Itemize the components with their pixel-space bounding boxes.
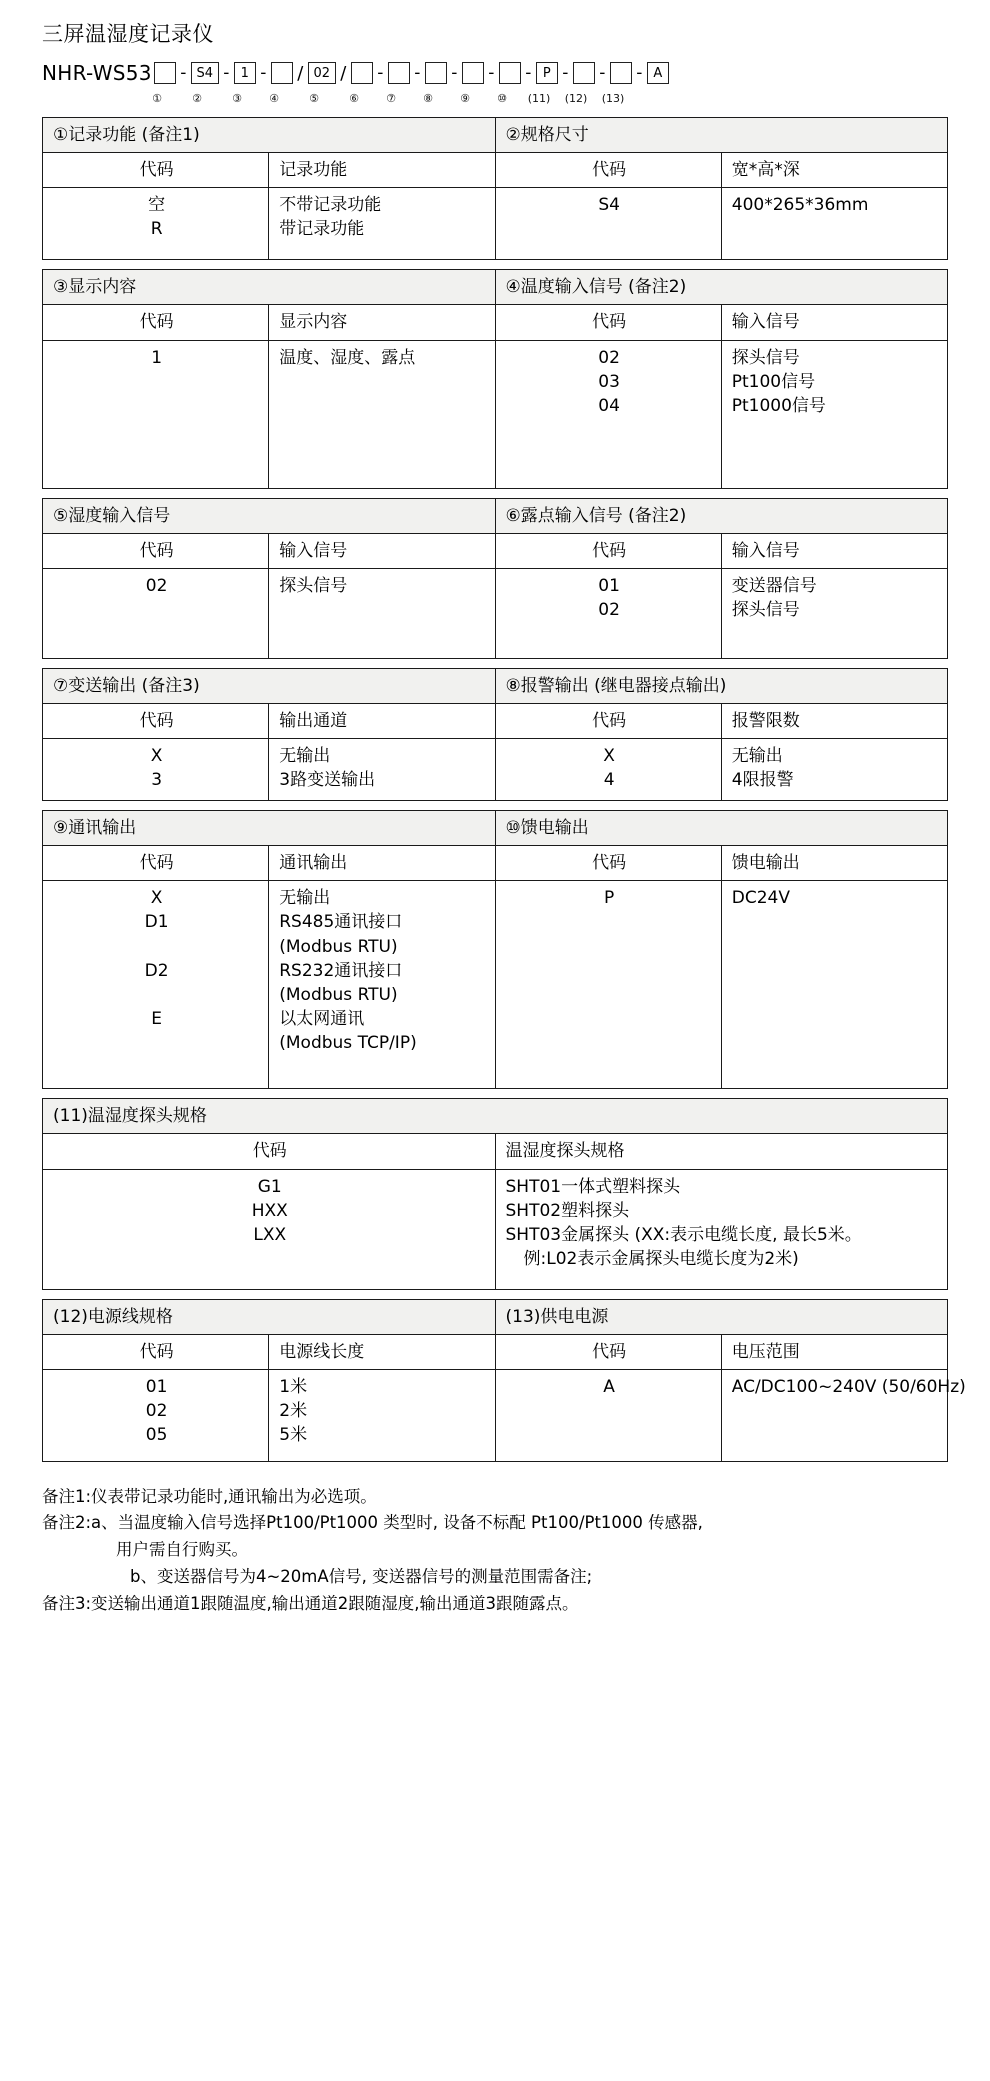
block-5 (42, 810, 948, 1089)
code-cell: 03 (598, 371, 620, 392)
block-5-left-value-header: 通讯输出 (269, 846, 495, 881)
model-index-row (42, 88, 990, 108)
value-cell: 以太网通讯 (279, 1008, 365, 1029)
code-cell: D1 (144, 912, 169, 933)
code-cell: G1 (257, 1176, 282, 1197)
note-line: 备注2:a、当温度输入信号选择Pt100/Pt1000 类型时, 设备不标配 Pt100/Pt1000 传感器, (42, 1513, 703, 1533)
code-cell: 01 (145, 1376, 168, 1397)
code-cell: X (603, 746, 615, 766)
notes-section (42, 1484, 948, 1618)
value-cell: SHT01一体式塑料探头 (505, 1176, 681, 1197)
value-cell-sub: (Modbus RTU) (279, 984, 398, 1005)
value-cell: SHT02塑料探头 (505, 1200, 630, 1221)
index-3: ③ (232, 91, 242, 105)
block-3-right-codes (495, 568, 721, 658)
model-sep-8: - (451, 63, 458, 83)
index-5: ⑤ (309, 91, 319, 105)
block-5-left-code-header: 代码 (43, 846, 269, 881)
index-10: ⑩ (497, 91, 507, 105)
block-7-left-header: (12)电源线规格 (43, 1299, 496, 1334)
block-5-right-codes (495, 881, 721, 1089)
model-sep-7: - (414, 63, 421, 83)
block-2-right-value-header: 输入信号 (721, 305, 947, 340)
code-cell: 02 (598, 347, 620, 368)
block-1-right-values (721, 188, 947, 260)
model-box-9[interactable] (462, 62, 484, 84)
value-cell: 3路变送输出 (279, 770, 376, 791)
index-4: ④ (269, 91, 279, 105)
value-cell: 无输出 (731, 746, 783, 766)
value-cell-sub: 例:L02表示金属探头电缆长度为2米) (523, 1248, 799, 1269)
code-cell: HXX (251, 1200, 288, 1221)
note-line: b、变送器信号为4~20mA信号, 变送器信号的测量范围需备注; (130, 1566, 593, 1586)
value-cell: 5米 (279, 1425, 308, 1445)
block-4-right-code-header: 代码 (495, 703, 721, 738)
code-cell: E (151, 1008, 162, 1029)
model-box-12[interactable] (573, 62, 595, 84)
block-2-left-code-header: 代码 (43, 305, 269, 340)
code-cell: 05 (145, 1425, 168, 1445)
block-3-right-value-header: 输入信号 (721, 533, 947, 568)
block-4 (42, 668, 948, 801)
block-1-left-value-header: 记录功能 (269, 153, 495, 188)
index-2: ② (192, 91, 202, 105)
block-2-left-header: ③显示内容 (43, 270, 496, 305)
value-cell: Pt100信号 (731, 371, 816, 392)
block-6-header: (11)温湿度探头规格 (43, 1099, 948, 1134)
model-box-8[interactable] (425, 62, 447, 84)
block-2-right-code-header: 代码 (495, 305, 721, 340)
code-cell: 3 (151, 770, 163, 791)
value-cell: 探头信号 (279, 575, 348, 596)
value-cell: 无输出 (279, 746, 331, 766)
block-4-left-codes (43, 739, 269, 801)
model-sep-12: - (599, 63, 606, 83)
model-box-7[interactable] (388, 62, 410, 84)
value-cell: 变送器信号 (731, 575, 817, 596)
code-cell: 02 (598, 599, 620, 620)
block-4-right-values (721, 739, 947, 801)
model-box-3[interactable]: 1 (234, 62, 256, 84)
value-cell-sub: (Modbus RTU) (279, 936, 398, 957)
model-box-1[interactable] (154, 62, 176, 84)
block-3-right-values (721, 568, 947, 658)
block-5-right-value-header: 馈电输出 (721, 846, 947, 881)
value-cell: RS232通讯接口 (279, 960, 403, 981)
block-7-right-code-header: 代码 (495, 1334, 721, 1369)
value-cell: 1米 (279, 1376, 308, 1397)
index-8: ⑧ (423, 91, 433, 105)
block-2-left-codes (43, 340, 269, 488)
model-sep-4: / (297, 62, 304, 84)
block-5-right-code-header: 代码 (495, 846, 721, 881)
model-sep-1: - (180, 63, 187, 83)
value-cell-sub: (Modbus TCP/IP) (279, 1033, 417, 1053)
block-7-left-codes (43, 1369, 269, 1461)
code-cell: A (603, 1376, 615, 1397)
model-box-4[interactable] (271, 62, 293, 84)
block-6 (42, 1098, 948, 1289)
code-cell: X (150, 888, 163, 909)
index-1: ① (152, 91, 162, 105)
index-12: (12) (564, 91, 588, 105)
block-3-left-code-header: 代码 (43, 533, 269, 568)
note-line: 备注1:仪表带记录功能时,通讯输出为必选项。 (42, 1486, 377, 1506)
block-5-left-header: ⑨通讯输出 (43, 811, 496, 846)
code-cell: 空 (148, 195, 166, 216)
block-5-left-codes (43, 881, 269, 1089)
model-sep-13: - (636, 63, 643, 83)
block-3-left-header: ⑤湿度输入信号 (43, 498, 496, 533)
code-cell: LXX (253, 1224, 287, 1245)
block-1-left-codes (43, 188, 269, 260)
code-cell: 04 (598, 395, 620, 416)
model-box-10[interactable] (499, 62, 521, 84)
block-2-right-values (721, 340, 947, 488)
block-7-right-values (721, 1369, 966, 1461)
model-box-6[interactable] (351, 62, 373, 84)
model-sep-9: - (488, 63, 495, 83)
block-3 (42, 498, 948, 659)
block-1-left-values (269, 188, 495, 260)
value-cell: 探头信号 (731, 347, 800, 368)
model-sep-5: / (340, 62, 347, 84)
code-cell: 4 (603, 770, 615, 791)
block-7-right-codes (495, 1369, 721, 1461)
block-1-right-codes (495, 188, 721, 260)
block-5-right-header: ⑩馈电输出 (495, 811, 948, 846)
code-cell: 01 (598, 575, 620, 596)
index-13: (13) (601, 91, 625, 105)
model-box-5[interactable]: 02 (308, 62, 336, 84)
block-3-left-value-header: 输入信号 (269, 533, 495, 568)
block-6-codes (43, 1169, 496, 1289)
block-4-right-header: ⑧报警输出 (继电器接点输出) (495, 668, 948, 703)
model-code-row (42, 60, 990, 86)
note-line: 备注3:变送输出通道1跟随温度,输出通道2跟随湿度,输出通道3跟随露点。 (42, 1593, 579, 1613)
block-4-left-value-header: 输出通道 (269, 703, 495, 738)
value-cell: AC/DC100~240V (50/60Hz) (731, 1376, 966, 1397)
block-6-values (495, 1169, 948, 1289)
block-7-left-code-header: 代码 (43, 1334, 269, 1369)
code-cell: D2 (144, 960, 169, 981)
block-1 (42, 117, 948, 260)
model-sep-11: - (562, 63, 569, 83)
value-cell: 探头信号 (731, 599, 800, 620)
value-cell: SHT03金属探头 (XX:表示电缆长度, 最长5米。 (505, 1224, 862, 1245)
block-4-left-code-header: 代码 (43, 703, 269, 738)
block-1-right-value-header: 宽*高*深 (721, 153, 947, 188)
block-1-right-code-header: 代码 (495, 153, 721, 188)
block-4-right-value-header: 报警限数 (721, 703, 947, 738)
block-3-right-code-header: 代码 (495, 533, 721, 568)
value-cell: 不带记录功能 (279, 195, 382, 216)
code-cell: R (150, 219, 163, 240)
page-title: 三屏温湿度记录仪 (42, 22, 214, 46)
value-cell: 400*265*36mm (731, 195, 869, 216)
block-7-right-header: (13)供电电源 (495, 1299, 948, 1334)
value-cell: 带记录功能 (279, 219, 365, 240)
block-4-left-values (269, 739, 495, 801)
block-7-left-value-header: 电源线长度 (269, 1334, 495, 1369)
model-prefix: NHR-WS53 (42, 61, 152, 85)
model-box-11[interactable]: P (536, 62, 558, 84)
block-6-code-header: 代码 (43, 1134, 496, 1169)
value-cell: Pt1000信号 (731, 395, 826, 416)
code-cell: S4 (598, 195, 620, 216)
model-sep-6: - (377, 63, 384, 83)
code-cell: 02 (145, 1400, 168, 1421)
block-4-left-header: ⑦变送输出 (备注3) (43, 668, 496, 703)
block-2-left-values (269, 340, 495, 488)
block-7 (42, 1299, 966, 1462)
index-11: (11) (527, 91, 551, 105)
block-3-left-values (269, 568, 495, 658)
block-1-left-code-header: 代码 (43, 153, 269, 188)
block-7-left-values (269, 1369, 495, 1461)
block-1-right-header: ②规格尺寸 (495, 118, 948, 153)
model-box-2[interactable]: S4 (191, 62, 219, 84)
model-sep-3: - (260, 63, 267, 83)
block-2-left-value-header: 显示内容 (269, 305, 495, 340)
value-cell: DC24V (731, 888, 790, 909)
block-5-right-values (721, 881, 947, 1089)
value-cell: 无输出 (279, 888, 331, 909)
code-cell: P (603, 888, 615, 909)
block-2-right-header: ④温度输入信号 (备注2) (495, 270, 948, 305)
block-2-right-codes (495, 340, 721, 488)
block-1-left-header: ①记录功能 (备注1) (43, 118, 496, 153)
block-3-right-header: ⑥露点输入信号 (备注2) (495, 498, 948, 533)
index-9: ⑨ (460, 91, 470, 105)
model-sep-10: - (525, 63, 532, 83)
index-6: ⑥ (349, 91, 359, 105)
value-cell: 4限报警 (731, 770, 794, 791)
model-box-13[interactable] (610, 62, 632, 84)
block-6-value-header: 温湿度探头规格 (495, 1134, 948, 1169)
block-4-right-codes (495, 739, 721, 801)
block-3-left-codes (43, 568, 269, 658)
value-cell: RS485通讯接口 (279, 912, 403, 933)
model-sep-2: - (223, 63, 230, 83)
model-box-14[interactable]: A (647, 62, 669, 84)
block-7-right-value-header: 电压范围 (721, 1334, 947, 1369)
value-cell: 2米 (279, 1400, 308, 1421)
note-line: 用户需自行购买。 (116, 1540, 248, 1560)
block-5-left-values (269, 881, 495, 1089)
code-cell: 1 (151, 347, 163, 368)
index-7: ⑦ (386, 91, 396, 105)
block-2 (42, 269, 948, 488)
code-cell: 02 (145, 575, 168, 596)
code-cell: X (150, 746, 163, 766)
value-cell: 温度、湿度、露点 (279, 347, 416, 368)
